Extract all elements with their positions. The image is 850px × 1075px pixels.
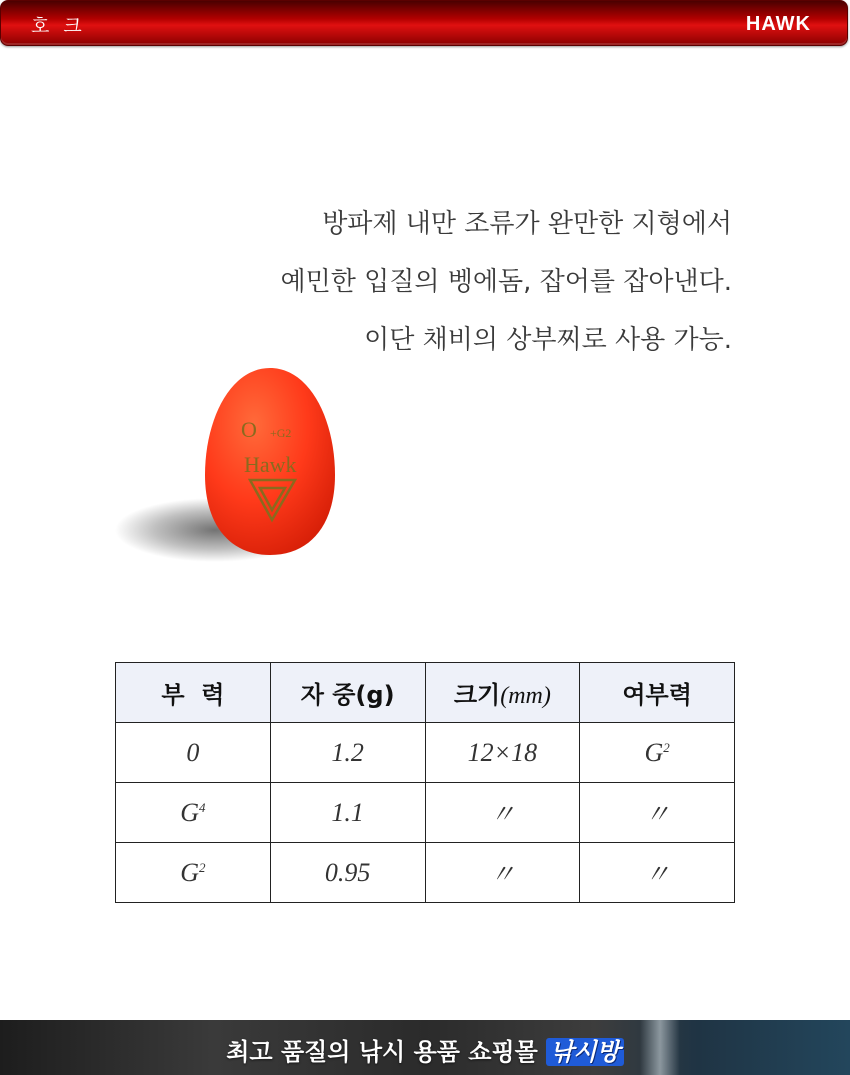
header-buoyancy: 부 력 xyxy=(116,663,271,723)
product-image xyxy=(110,360,370,590)
cell-weight: 1.2 xyxy=(270,723,425,783)
cell-reserve xyxy=(580,723,735,783)
reserve-value: G xyxy=(644,737,664,767)
cell-buoyancy xyxy=(116,783,271,843)
reserve-value: 〃 xyxy=(644,800,671,829)
float-logo-text: Hawk xyxy=(244,452,297,477)
header-size-unit: (mm) xyxy=(500,683,551,709)
table-row xyxy=(116,783,735,843)
buoyancy-superscript: 4 xyxy=(199,799,206,815)
footer-banner xyxy=(0,1020,850,1075)
buoyancy-superscript: 2 xyxy=(199,859,206,875)
description-line-1: 방파제 내만 조류가 완만한 지형에서 xyxy=(322,209,732,239)
cell-size: 〃 xyxy=(425,783,580,843)
cell-weight: 1.1 xyxy=(270,783,425,843)
cell-reserve xyxy=(580,843,735,903)
spec-table xyxy=(115,662,735,903)
description-line-3: 이단 채비의 상부찌로 사용 가능. xyxy=(364,325,732,355)
header-title-english: HAWK xyxy=(745,13,811,35)
table-row xyxy=(116,843,735,903)
cell-buoyancy xyxy=(116,843,271,903)
cell-size: 12×18 xyxy=(425,723,580,783)
description-line-2: 예민한 입질의 벵에돔, 잡어를 잡아낸다. xyxy=(280,267,732,297)
footer-text: 최고 품질의 낚시 용품 쇼핑몰 xyxy=(226,1038,538,1066)
table-row xyxy=(116,723,735,783)
buoyancy-value: G xyxy=(180,857,200,887)
header-weight: 자 중(g) xyxy=(270,663,425,723)
header-size-label: 크기 xyxy=(453,681,501,709)
cell-buoyancy xyxy=(116,723,271,783)
fishing-float-illustration xyxy=(110,360,370,590)
float-mark-sub: +G2 xyxy=(270,426,292,440)
reserve-superscript: 2 xyxy=(663,739,670,755)
reserve-value: 〃 xyxy=(644,860,671,889)
footer-brand-link[interactable]: 낚시방 xyxy=(546,1038,624,1066)
buoyancy-value: G xyxy=(180,797,200,827)
cell-reserve xyxy=(580,783,735,843)
header-title-korean: 호 크 xyxy=(31,15,86,37)
cell-size: 〃 xyxy=(425,843,580,903)
buoyancy-value: 0 xyxy=(186,737,200,767)
header-bar xyxy=(0,0,848,46)
table-header-row xyxy=(116,663,735,723)
footer-slogan xyxy=(0,1032,850,1067)
product-description xyxy=(281,200,732,374)
cell-weight: 0.95 xyxy=(270,843,425,903)
header-reserve-buoyancy: 여부력 xyxy=(580,663,735,723)
float-mark-main: O xyxy=(241,417,257,442)
header-size xyxy=(425,663,580,723)
